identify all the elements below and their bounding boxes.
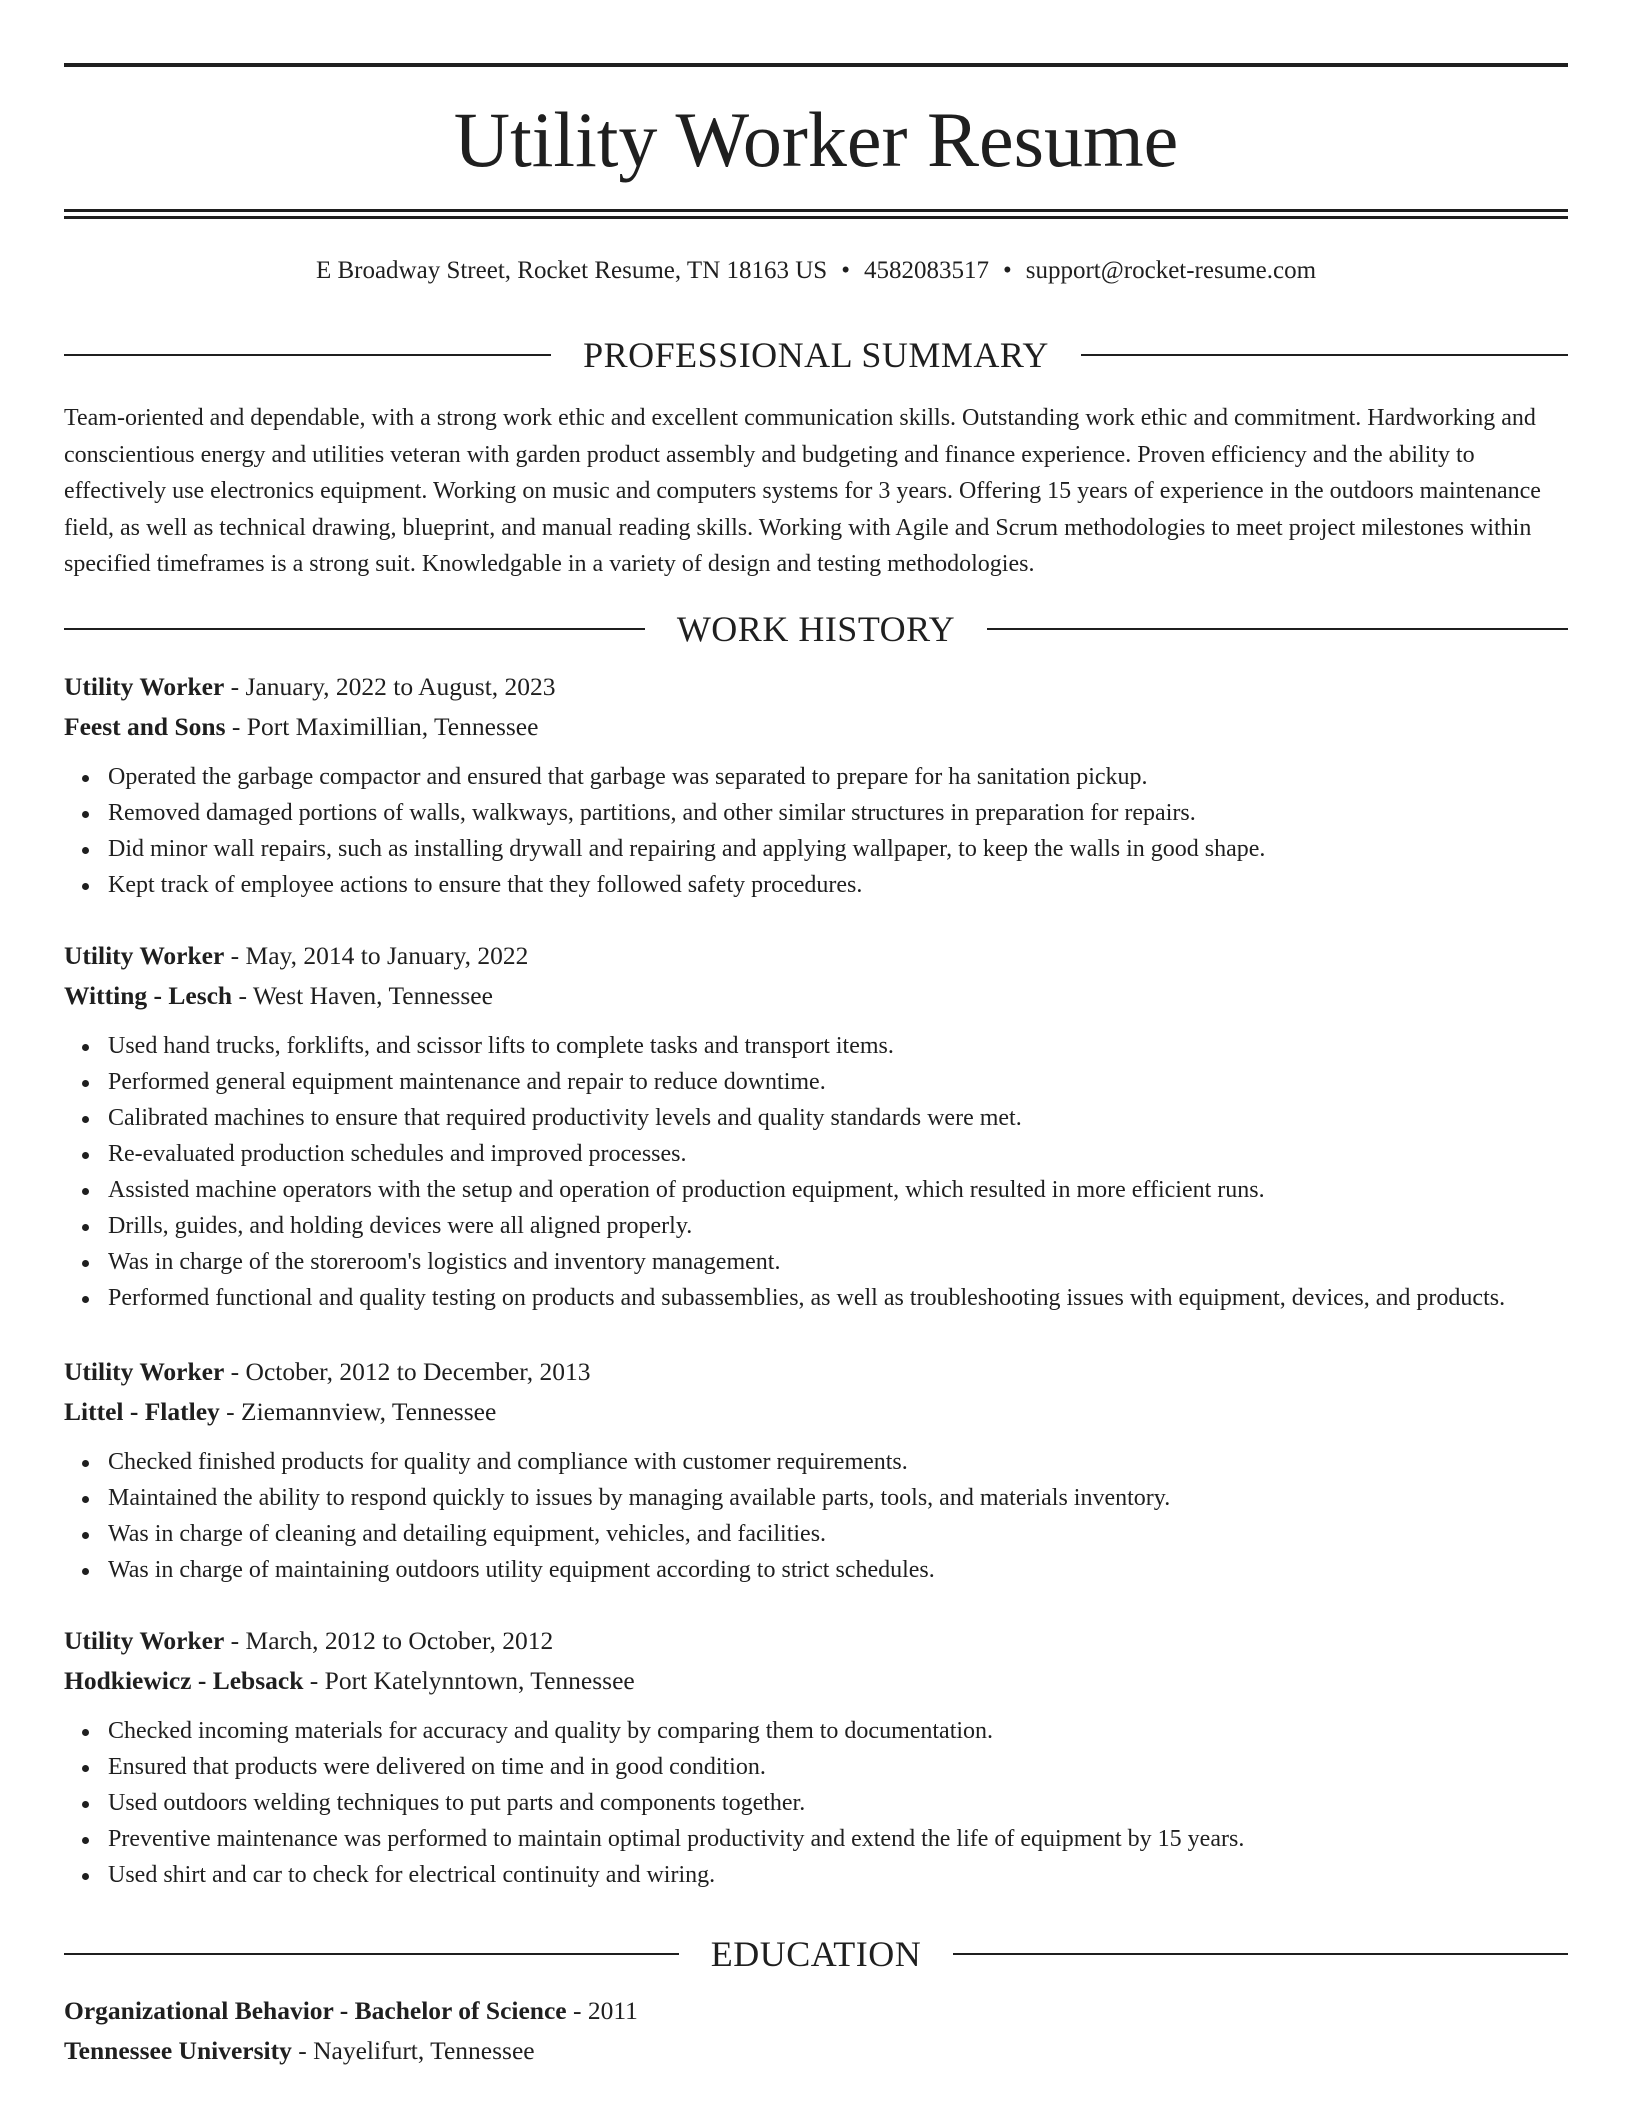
school-name: Tennessee University — [64, 2036, 292, 2065]
heading-rule-right — [953, 1953, 1568, 1955]
job-entry — [64, 1621, 1568, 1893]
job-bullet: Used hand trucks, forklifts, and scissor lifts to complete tasks and transport items. — [108, 1028, 1568, 1064]
job-bullets — [64, 759, 1568, 903]
contact-line — [64, 255, 1568, 287]
degree-line — [64, 1991, 1568, 2031]
job-company: Littel - Flatley — [64, 1397, 220, 1426]
contact-address: E Broadway Street, Rocket Resume, TN 18163 US — [315, 257, 828, 284]
job-company-line — [64, 1392, 1568, 1432]
job-bullet: Assisted machine operators with the setup and operation of production equipment, which resulted in more efficient runs. — [108, 1172, 1568, 1208]
section-title: EDUCATION — [710, 1934, 922, 1974]
job-company: Feest and Sons — [64, 712, 226, 741]
section-heading-education — [64, 1934, 1568, 1974]
job-bullet: Re-evaluated production schedules and improved processes. — [108, 1136, 1568, 1172]
job-bullets — [64, 1444, 1568, 1588]
job-company-line — [64, 976, 1568, 1016]
section-heading-work-history — [64, 609, 1568, 649]
contact-email: support@rocket-resume.com — [1025, 257, 1317, 284]
job-bullet: Ensured that products were delivered on time and in good condition. — [108, 1749, 1568, 1785]
job-bullet: Was in charge of maintaining outdoors utility equipment according to strict schedules. — [108, 1552, 1568, 1588]
heading-rule-left — [64, 354, 551, 356]
job-location: - West Haven, Tennessee — [232, 981, 493, 1010]
education-entry — [64, 1991, 1568, 2071]
job-bullet: Did minor wall repairs, such as installing drywall and repairing and applying wallpaper, to keep the walls in good shape. — [108, 831, 1568, 867]
job-title: Utility Worker — [64, 1357, 225, 1386]
title-double-rule — [64, 209, 1568, 219]
job-title-line — [64, 936, 1568, 976]
job-bullets — [64, 1028, 1568, 1316]
job-bullet: Kept track of employee actions to ensure that they followed safety procedures. — [108, 867, 1568, 903]
resume-title: Utility Worker Resume — [453, 96, 1179, 183]
job-company: Hodkiewicz - Lebsack — [64, 1666, 304, 1695]
job-bullets — [64, 1713, 1568, 1893]
degree-year: - 2011 — [566, 1996, 638, 2025]
job-bullet: Checked finished products for quality and compliance with customer requirements. — [108, 1444, 1568, 1480]
job-company: Witting - Lesch — [64, 981, 233, 1010]
degree-name: Organizational Behavior - Bachelor of Science — [64, 1996, 567, 2025]
heading-rule-left — [64, 1953, 679, 1955]
job-bullet: Performed general equipment maintenance and repair to reduce downtime. — [108, 1064, 1568, 1100]
summary-text: Team-oriented and dependable, with a strong work ethic and excellent communication skills. Outstanding work ethic and commitment. Hardworking and conscientious energy and utilities veteran with garden product assembly and budgeting and finance experience. Proven efficiency and the ability to effectively use electronics equipment. Working on music and computers systems for 3 years. Offering 15 years of experience in the outdoors maintenance field, as well as technical drawing, blueprint, and manual reading skills. Working with Agile and Scrum methodologies to meet project milestones within specified timeframes is a strong suit. Knowledgable in a variety of design and testing methodologies. — [64, 405, 1541, 577]
job-bullet: Used outdoors welding techniques to put parts and components together. — [108, 1785, 1568, 1821]
job-bullet: Calibrated machines to ensure that required productivity levels and quality standards were met. — [108, 1100, 1568, 1136]
job-title-line — [64, 1621, 1568, 1661]
top-rule — [64, 63, 1568, 67]
contact-phone: 4582083517 — [863, 257, 989, 284]
school-location: - Nayelifurt, Tennessee — [291, 2036, 535, 2065]
job-bullet: Operated the garbage compactor and ensured that garbage was separated to prepare for ha sanitation pickup. — [108, 759, 1568, 795]
job-company-line — [64, 1661, 1568, 1701]
job-dates: - October, 2012 to December, 2013 — [224, 1357, 591, 1386]
job-bullet: Was in charge of the storeroom's logistics and inventory management. — [108, 1244, 1568, 1280]
job-bullet: Was in charge of cleaning and detailing equipment, vehicles, and facilities. — [108, 1516, 1568, 1552]
contact-separator: • — [841, 257, 850, 284]
job-bullet: Removed damaged portions of walls, walkways, partitions, and other similar structures in preparation for repairs. — [108, 795, 1568, 831]
job-bullet: Checked incoming materials for accuracy and quality by comparing them to documentation. — [108, 1713, 1568, 1749]
job-bullet: Performed functional and quality testing on products and subassemblies, as well as troubleshooting issues with equipment, devices, and products. — [108, 1280, 1568, 1316]
section-title: PROFESSIONAL SUMMARY — [583, 335, 1049, 375]
school-line — [64, 2031, 1568, 2071]
heading-rule-right — [987, 628, 1568, 630]
job-title: Utility Worker — [64, 672, 225, 701]
section-title: WORK HISTORY — [676, 609, 956, 649]
job-dates: - January, 2022 to August, 2023 — [224, 672, 556, 701]
job-dates: - May, 2014 to January, 2022 — [224, 941, 529, 970]
job-entry — [64, 936, 1568, 1316]
job-bullet: Drills, guides, and holding devices were all aligned properly. — [108, 1208, 1568, 1244]
job-bullet: Used shirt and car to check for electrical continuity and wiring. — [108, 1857, 1568, 1893]
heading-rule-right — [1081, 354, 1568, 356]
job-title: Utility Worker — [64, 941, 225, 970]
job-entry — [64, 667, 1568, 903]
job-location: - Ziemannview, Tennessee — [219, 1397, 497, 1426]
job-location: - Port Maximillian, Tennessee — [225, 712, 539, 741]
job-dates: - March, 2012 to October, 2012 — [224, 1626, 554, 1655]
contact-separator: • — [1002, 257, 1012, 284]
job-bullet: Preventive maintenance was performed to maintain optimal productivity and extend the life of equipment by 15 years. — [108, 1821, 1568, 1857]
job-location: - Port Katelynntown, Tennessee — [303, 1666, 635, 1695]
job-entry — [64, 1352, 1568, 1588]
job-title: Utility Worker — [64, 1626, 225, 1655]
job-company-line — [64, 707, 1568, 747]
job-title-line — [64, 1352, 1568, 1392]
job-title-line — [64, 667, 1568, 707]
job-bullet: Maintained the ability to respond quickly to issues by managing available parts, tools, and materials inventory. — [108, 1480, 1568, 1516]
section-heading-summary — [64, 335, 1568, 375]
heading-rule-left — [64, 628, 645, 630]
